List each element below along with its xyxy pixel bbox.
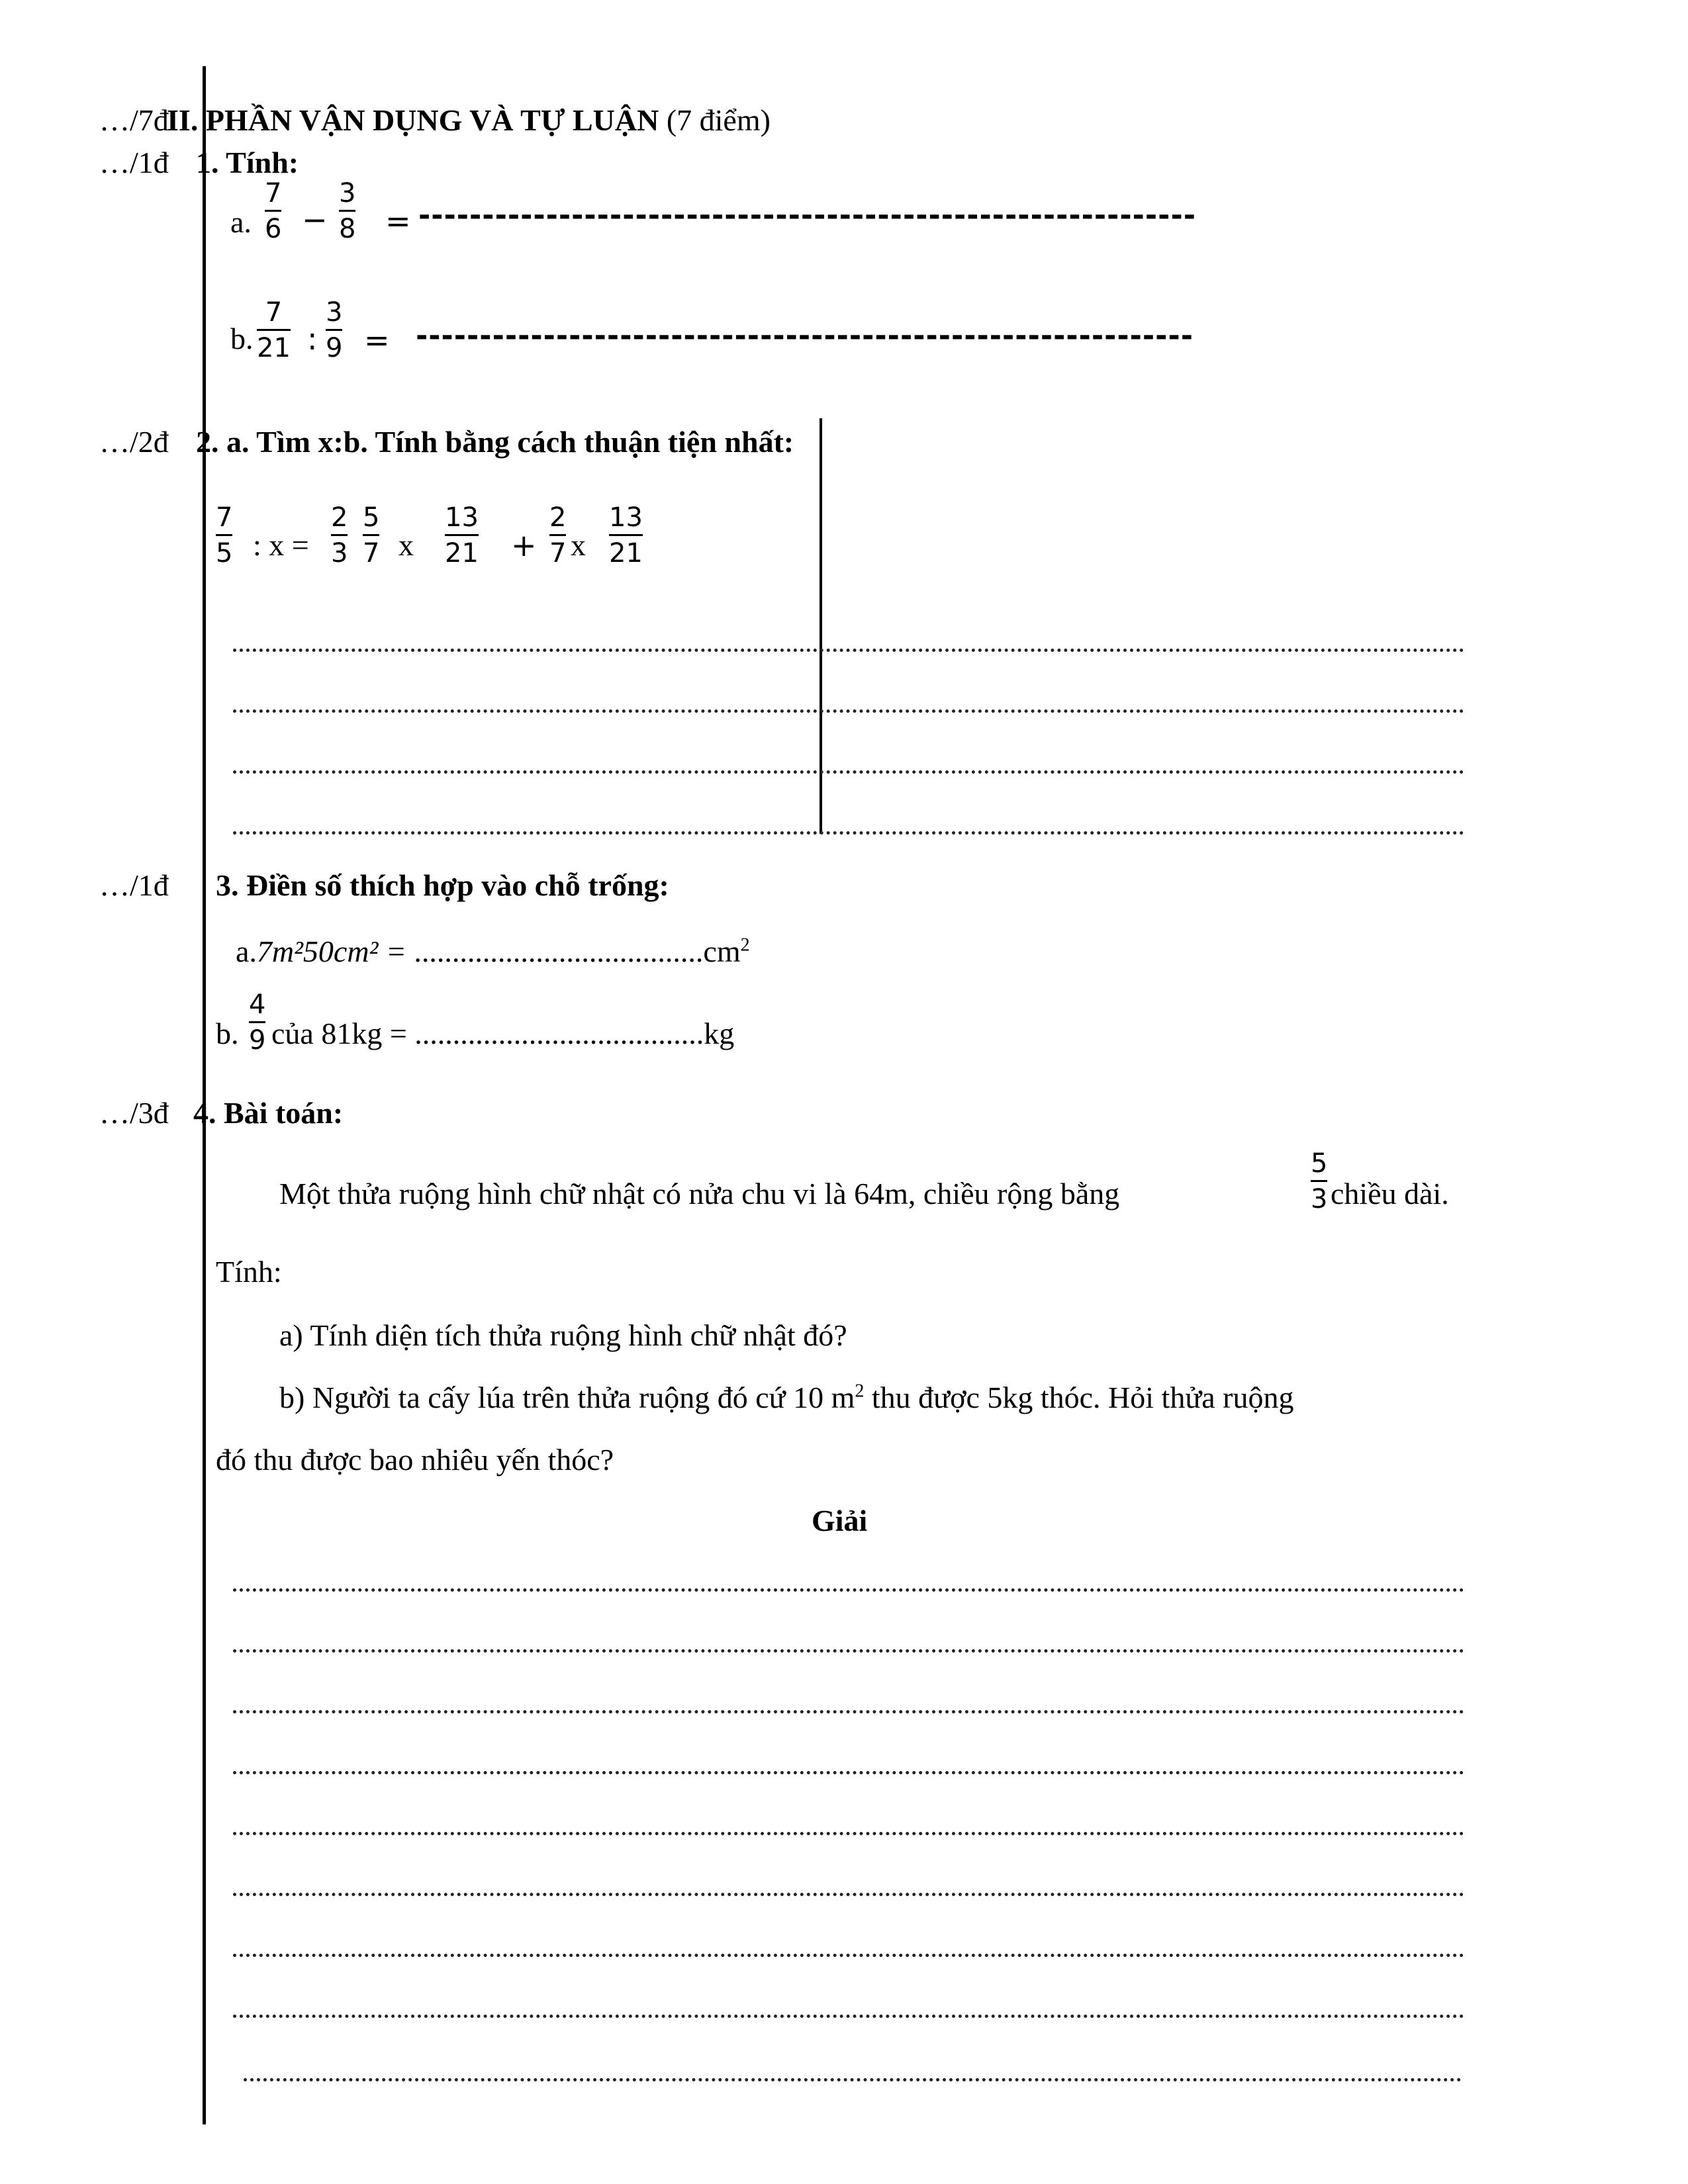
solution-line[interactable] xyxy=(233,1771,1464,1774)
q1b-equals: = xyxy=(364,322,390,358)
margin-score-q1: …/1đ xyxy=(99,146,169,179)
q3a-line xyxy=(236,933,750,970)
q2b-fraction-3 xyxy=(549,503,566,568)
solution-line[interactable] xyxy=(233,1649,1464,1653)
numerator: 2 xyxy=(331,502,348,533)
q3a-expression: 7m²50cm² = xyxy=(256,934,406,968)
q4-problem-line-1-end: chiều dài. xyxy=(1331,1177,1449,1210)
denominator: 9 xyxy=(249,1025,266,1056)
numerator: 3 xyxy=(339,178,356,208)
q3b-unit: kg xyxy=(704,1017,735,1050)
q2-answer-line[interactable] xyxy=(233,649,1464,652)
denominator: 7 xyxy=(363,538,380,569)
q4-fraction xyxy=(1311,1149,1327,1214)
q1a-operator: − xyxy=(302,202,328,238)
denominator: 9 xyxy=(326,333,343,363)
q2b-fraction-4 xyxy=(609,503,643,568)
q3-title: 3. Điền số thích hợp vào chỗ trống: xyxy=(216,868,669,902)
q1a-label: a. xyxy=(230,205,252,239)
numerator: 5 xyxy=(363,502,380,533)
solution-line[interactable] xyxy=(233,1893,1464,1896)
denominator: 21 xyxy=(609,538,643,569)
numerator: 7 xyxy=(265,297,283,328)
q2-answer-line[interactable] xyxy=(233,831,1464,835)
section-title-bold: . PHẦN VẬN DỤNG VÀ TỰ LUẬN xyxy=(190,103,659,137)
section-title-points: (7 điểm) xyxy=(659,103,771,137)
q2a-fraction-2 xyxy=(331,503,348,568)
q4-problem-line-2: Tính: xyxy=(216,1255,282,1289)
q3a-unit-exponent: 2 xyxy=(740,934,750,956)
q3b-prefix: b. xyxy=(216,1017,239,1050)
denominator: 3 xyxy=(331,538,348,569)
denominator: 21 xyxy=(445,538,479,569)
q1a-equals: = xyxy=(385,203,411,239)
q3b-blank[interactable]: ...................................... xyxy=(414,1017,704,1050)
numerator: 13 xyxy=(445,502,479,533)
numerator: 4 xyxy=(249,989,266,1020)
q3b-line xyxy=(271,1015,734,1052)
q1b-fraction-2 xyxy=(326,298,342,363)
solution-heading: Giải xyxy=(812,1504,868,1537)
q3a-prefix: a. xyxy=(236,934,257,968)
q4-question-b-cont: đó thu được bao nhiêu yến thóc? xyxy=(216,1443,614,1477)
q2b-times-1: x xyxy=(399,528,414,562)
solution-line[interactable] xyxy=(233,1588,1464,1592)
q3b-text: của 81kg = xyxy=(271,1017,407,1050)
margin-score-q3: …/1đ xyxy=(99,868,169,902)
q3b-fraction xyxy=(249,990,265,1055)
section-roman: II xyxy=(167,103,191,137)
q1-title: 1. Tính: xyxy=(196,146,299,179)
q4b-part-2: thu được 5kg thóc. Hỏi thửa ruộng xyxy=(864,1381,1294,1414)
numerator: 7 xyxy=(265,178,282,208)
q1a-fraction-1 xyxy=(265,179,281,244)
denominator: 21 xyxy=(257,333,291,363)
denominator: 3 xyxy=(1311,1184,1328,1214)
q3a-unit: cm xyxy=(703,934,741,968)
numerator: 3 xyxy=(326,297,343,328)
q3a-blank[interactable]: ...................................... xyxy=(414,934,704,968)
solution-line[interactable] xyxy=(244,2078,1462,2081)
denominator: 7 xyxy=(549,538,567,569)
denominator: 6 xyxy=(265,214,282,244)
solution-line[interactable] xyxy=(233,1710,1464,1713)
denominator: 8 xyxy=(339,214,356,244)
numerator: 13 xyxy=(609,502,643,533)
q2a-mid: : x = xyxy=(253,528,309,562)
numerator: 5 xyxy=(1311,1148,1328,1179)
q4b-part-1: b) Người ta cấy lúa trên thửa ruộng đó cứ 10 m xyxy=(279,1381,855,1414)
margin-score-q2: …/2đ xyxy=(99,425,169,459)
q2b-fraction-1 xyxy=(363,503,379,568)
q2a-fraction-1 xyxy=(216,503,232,568)
q4-question-b xyxy=(279,1379,1294,1416)
solution-line[interactable] xyxy=(233,1954,1464,1957)
q4b-exponent: 2 xyxy=(855,1381,865,1402)
margin-score-q4: …/3đ xyxy=(99,1096,169,1130)
margin-score-total: …/7đ xyxy=(99,103,169,137)
q2b-plus: + xyxy=(511,527,537,563)
q1a-fraction-2 xyxy=(339,179,355,244)
q2b-fraction-2 xyxy=(445,503,479,568)
numerator: 2 xyxy=(549,502,567,533)
q2-answer-line[interactable] xyxy=(233,709,1464,713)
q1b-answer-line[interactable]: ------------------------------------------------------------- xyxy=(416,319,1194,353)
q1b-fraction-1 xyxy=(257,298,291,363)
section-title xyxy=(167,102,771,139)
denominator: 5 xyxy=(216,538,233,569)
q2-title: 2. a. Tìm x:b. Tính bằng cách thuận tiện nhất: xyxy=(196,425,794,459)
q2b-times-2: x xyxy=(571,528,586,562)
q1a-answer-line[interactable]: ------------------------------------------------------------- xyxy=(418,199,1196,232)
q4-question-a: a) Tính diện tích thửa ruộng hình chữ nhật đó? xyxy=(279,1318,847,1352)
q4-title: 4. Bài toán: xyxy=(193,1096,344,1130)
q2-answer-line[interactable] xyxy=(233,770,1464,774)
numerator: 7 xyxy=(216,502,233,533)
solution-line[interactable] xyxy=(233,1832,1464,1835)
solution-line[interactable] xyxy=(233,2015,1464,2018)
q4-problem-line-1: Một thửa ruộng hình chữ nhật có nửa chu vi là 64m, chiều rộng bằng xyxy=(279,1177,1120,1210)
q1b-label: b. xyxy=(230,322,254,355)
q1b-operator: : xyxy=(307,321,318,357)
